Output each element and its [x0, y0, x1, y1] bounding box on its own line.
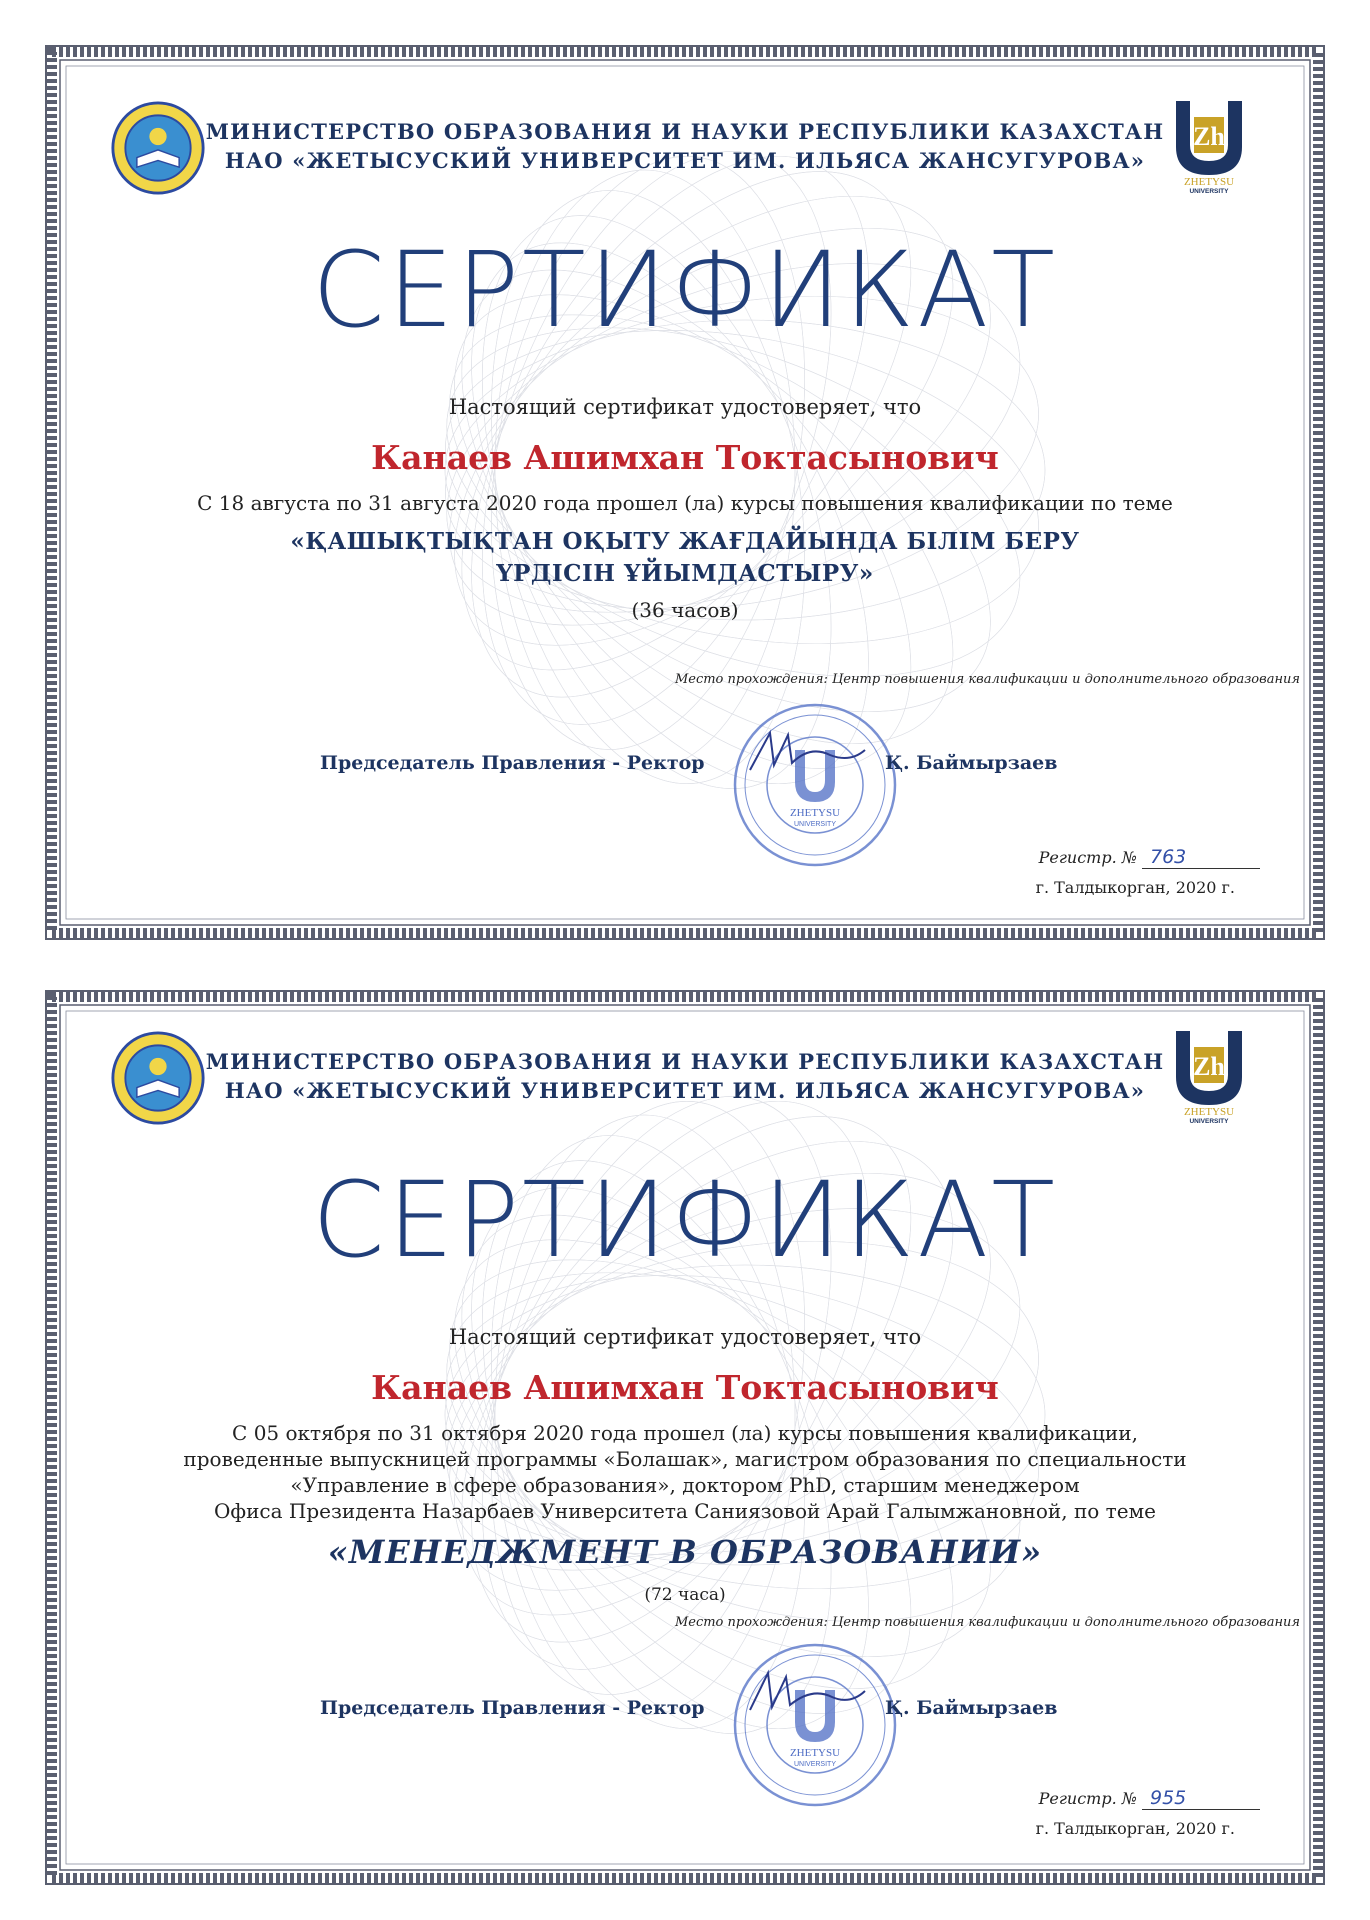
certificate-1	[40, 40, 1330, 945]
topic-line-1: «ҚАШЫҚТЫҚТАН ОҚЫТУ ЖАҒДАЙЫНДА БІЛІМ БЕРУ	[290, 528, 1080, 555]
certificate-2	[40, 985, 1330, 1890]
ministry-line-1: МИНИСТЕРСТВО ОБРАЗОВАНИЯ И НАУКИ РЕСПУБЛИКИ КАЗАХСТАН	[205, 1049, 1165, 1074]
svg-text:UNIVERSITY: UNIVERSITY	[793, 821, 837, 828]
signatory-title: Председатель Правления - Ректор	[320, 752, 705, 774]
place-of-study: Место прохождения: Центр повышения квалификации и дополнительного образования	[674, 1615, 1300, 1630]
topic-line-2: ҮРДІСІН ҰЙЫМДАСТЫРУ»	[496, 560, 874, 587]
rector-signature	[740, 1665, 870, 1725]
svg-text:ZHETYSU: ZHETYSU	[789, 1747, 841, 1759]
intro-text: Настоящий сертификат удостоверяет, что	[448, 395, 922, 419]
intro-text: Настоящий сертификат удостоверяет, что	[448, 1325, 922, 1349]
svg-text:ZHETYSU: ZHETYSU	[1183, 176, 1235, 188]
course-hours: (72 часа)	[644, 1585, 726, 1605]
description-line: Офиса Президента Назарбаев Университета Саниязовой Арай Галымжановной, по теме	[214, 1499, 1156, 1523]
ministry-line-1: МИНИСТЕРСТВО ОБРАЗОВАНИЯ И НАУКИ РЕСПУБЛИКИ КАЗАХСТАН	[205, 119, 1165, 144]
ministry-header	[40, 117, 1330, 175]
city-year: г. Талдыкорган, 2020 г.	[1035, 878, 1235, 897]
svg-text:ZHETYSU: ZHETYSU	[1183, 1106, 1235, 1118]
registration	[1039, 1787, 1260, 1810]
svg-text:UNIVERSITY: UNIVERSITY	[1189, 188, 1229, 195]
registration-number: 955	[1142, 1787, 1260, 1810]
course-description	[40, 1420, 1330, 1524]
registration-label: Регистр. №	[1038, 848, 1137, 867]
certificate-title: СЕРТИФИКАТ	[312, 229, 1058, 351]
svg-text:Zh: Zh	[1193, 122, 1225, 151]
city-year: г. Талдыкорган, 2020 г.	[1035, 1819, 1235, 1838]
svg-text:UNIVERSITY: UNIVERSITY	[793, 1761, 837, 1768]
signatory-name: Қ. Баймырзаев	[885, 752, 1058, 774]
svg-text:UNIVERSITY: UNIVERSITY	[1189, 1118, 1229, 1125]
svg-text:1972: 1972	[1203, 1084, 1215, 1090]
course-topic	[40, 526, 1330, 590]
description-line: проведенные выпускницей программы «Болашак», магистром образования по специальности	[183, 1447, 1187, 1471]
registration-label: Регистр. №	[1038, 1789, 1137, 1808]
svg-text:1972: 1972	[1203, 154, 1215, 160]
recipient-name: Канаев Ашимхан Токтасынович	[371, 1368, 999, 1407]
rector-signature	[740, 725, 870, 785]
certificate-title: СЕРТИФИКАТ	[312, 1159, 1058, 1281]
ministry-line-2: НАО «ЖЕТЫСУСКИЙ УНИВЕРСИТЕТ ИМ. ИЛЬЯСА ЖАНСУГУРОВА»	[224, 148, 1146, 173]
course-description	[40, 490, 1330, 516]
course-hours: (36 часов)	[631, 598, 739, 622]
registration-number: 763	[1142, 846, 1260, 869]
topic-line-1: «МЕНЕДЖМЕНТ В ОБРАЗОВАНИИ»	[327, 1533, 1043, 1571]
registration	[1039, 846, 1260, 869]
svg-text:Zh: Zh	[1193, 1052, 1225, 1081]
description-line: «Управление в сфере образования», доктором PhD, старшим менеджером	[290, 1473, 1080, 1497]
ministry-header	[40, 1047, 1330, 1105]
description-line: С 05 октября по 31 октября 2020 года прошел (ла) курсы повышения квалификации,	[232, 1421, 1138, 1445]
ministry-line-2: НАО «ЖЕТЫСУСКИЙ УНИВЕРСИТЕТ ИМ. ИЛЬЯСА ЖАНСУГУРОВА»	[224, 1078, 1146, 1103]
course-topic	[40, 1533, 1330, 1571]
recipient-name: Канаев Ашимхан Токтасынович	[371, 438, 999, 477]
signatory-title: Председатель Правления - Ректор	[320, 1697, 705, 1719]
signatory-name: Қ. Баймырзаев	[885, 1697, 1058, 1719]
description-line: С 18 августа по 31 августа 2020 года прошел (ла) курсы повышения квалификации по теме	[197, 491, 1173, 515]
svg-text:ZHETYSU: ZHETYSU	[789, 807, 841, 819]
place-of-study: Место прохождения: Центр повышения квалификации и дополнительного образования	[674, 672, 1300, 687]
